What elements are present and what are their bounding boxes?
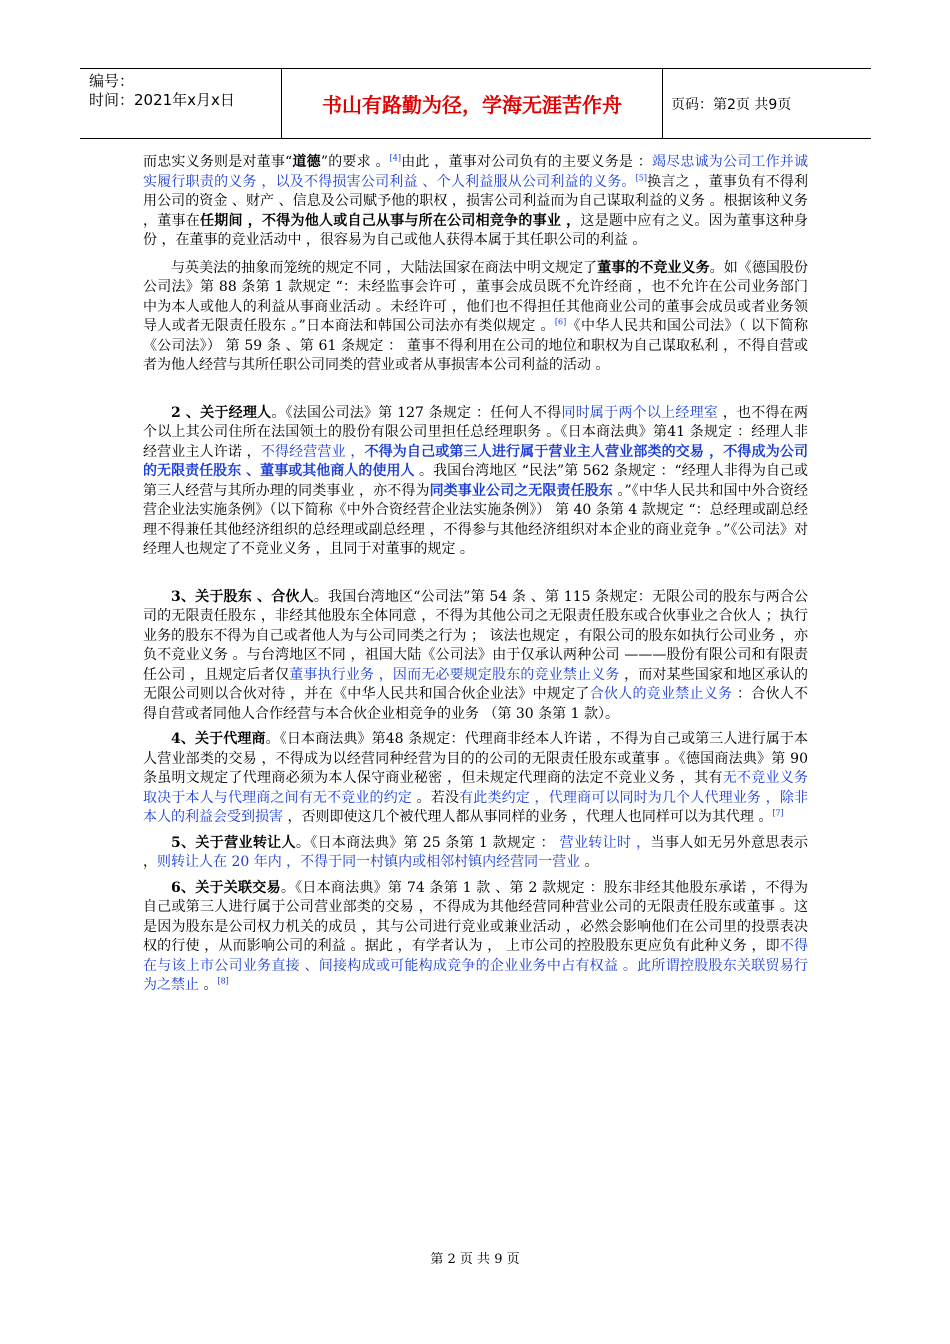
text-bold: 2 、关于经理人: [171, 404, 272, 421]
text: ：合伙人不得自营或者同他人合作经营与本合伙企业相竞争的业务 （第 30 条第 1 款）。: [143, 686, 809, 722]
document-number-label: 编号：: [89, 72, 135, 90]
text-bold: 5、关于营业转让人: [171, 834, 296, 851]
text-highlight: 则转让人在 20 年内 ，不得于同一村镇内或相邻村镇内经营同一营业: [157, 854, 581, 870]
document-body: [143, 153, 808, 996]
text-highlight: 同时属于两个以上经理室: [561, 404, 719, 421]
text: ，而对某些国家和地区承认的无限公司则以合伙对待 ，并在《中华人民共和国合伙企业法》中规定了: [143, 666, 809, 702]
text: 。《日本商法典》第 25 条第 1 款规定 ：: [295, 834, 560, 851]
text-bold: 4、关于代理商: [171, 731, 266, 747]
text: 当事人如无另外意思表示 ，: [143, 834, 808, 870]
paragraph-agents: [143, 730, 808, 828]
header-page-number: 页码：第2页 共9页: [671, 96, 792, 113]
text: 。《日本商法典》第48 条规定：代理商非经本人许诺 ，不得为自己或第三人进行属于本人营业部类的交易 ，不得成为以经营同种经营为目的的公司的无限责任股东或董事 。《德国商法典》第 90 条虽明文规定了代理商必须为本人保守商业秘密 ，但未规定代理商的法定不竞业义务 ，其有: [143, 731, 808, 786]
text-bold: 董事的不竞业义务: [597, 259, 710, 276]
text-highlight: 有此类约定 ，代理商可以同时为几个人代理业务 ，除非本人的利益会受到损害: [143, 789, 809, 825]
text: 。: [580, 854, 599, 870]
text-highlight: 不得在与该上市公司业务直接 、间接构成或可能构成竞争的企业业务中占有权益 。此所谓控股股东关联贸易行为之禁止: [143, 938, 809, 993]
paragraph-director-duty: [143, 153, 808, 251]
text-bold: 道德: [292, 154, 321, 170]
text: 。我国台湾地区“公司法”第 54 条 、第 115 条规定：无限公司的股东与两合公司的无限责任股东 ，非经其他股东全体同意 ，不得为其他公司之无限责任股东或合伙事业之合伙人 ；执行业务的股东不得为自己或者他人为与公司同类之行为 ； 该法也规定 ，有限公司的股东如执行公司业务 ，亦负不竞业义务 。与台湾地区不同 ，祖国大陆《公司法》由于仅承认两种公司 ———股份有限公司和有限责任公司 ，且规定后者仅: [143, 588, 808, 683]
text-highlight: 合伙人的竞业禁止义务: [589, 686, 733, 702]
footnote-ref[interactable]: [4]: [389, 153, 401, 163]
text: 。: [199, 977, 218, 993]
text: 由此 ，董事对公司负有的主要义务是 ：: [401, 154, 652, 170]
text: ，也不得在两个以上其公司住所在法国领土的股份有限公司里担任总经理职务 。《日本商法典》第41 条规定 ：经理人非经营业主人许诺 ，: [143, 404, 809, 460]
paragraph-continental-law: [143, 259, 808, 376]
document-time-label: 时间：2021年x月x日: [89, 91, 235, 109]
header-motto: 书山有路勤为径，学海无涯苦作舟: [282, 69, 663, 138]
text-highlight-bold: 不得为自己或第三人进行属于营业主人营业部类的交易 ，不得成为公司的无限责任股东 、董事或其他商人的使用人: [143, 443, 809, 479]
footnote-ref[interactable]: [7]: [772, 808, 784, 818]
text: 而忠实义务则是对董事“: [143, 154, 293, 170]
text: 。《法国公司法》第 127 条规定 ：任何人不得: [271, 404, 562, 421]
text-highlight: 竭尽忠诚为公司工作并诚实履行职责的义务 ，以及不得损害公司利益 、个人利益服从公司利益的义务。: [143, 154, 809, 190]
footnote-ref[interactable]: [5]: [635, 172, 647, 182]
text: ，否则即使这几个被代理人都从事同样的业务 ，代理人也同样可以为其代理 。: [283, 809, 773, 825]
text-highlight: 营业转让时 ，: [559, 834, 651, 851]
text-bold: 3、关于股东 、合伙人: [171, 588, 314, 605]
page-footer: 第 2 页 共 9 页: [430, 1252, 520, 1267]
text-highlight: 董事执行业务 ，因而无必要规定股东的竞业禁止义务: [289, 666, 620, 683]
text: 。如《德国股份公司法》第 88 条第 1 款规定 “：未经监事会许可 ，董事会成员既不允许经商 ，也不允许在公司业务部门中为本人或他人的利益从事商业活动 。未经许可 ，他们也不得担任其他商业公司的董事会成员或者业务领导人或者无限责任股东 。”日本商法和韩国公司法亦有类似规定 。: [143, 259, 808, 334]
text-highlight: 无不竞业义务取决于本人与代理商之间有无不竞业的约定: [143, 770, 809, 806]
footnote-ref[interactable]: [8]: [217, 976, 229, 986]
text-bold: 任期间 ，不得为他人或自己从事与所在公司相竞争的事业 ，: [199, 212, 581, 229]
text: 与英美法的抽象而笼统的规定不同 ，大陆法国家在商法中明文规定了: [171, 259, 598, 276]
text: 。《日本商法典》第 74 条第 1 款 、第 2 款规定 ：股东非经其他股东承诺 ，不得为自己或第三人进行属于公司营业部类的交易 ，不得成为其他经营同种营业公司的无限责任股东或董事 。这是因为股东是公司权力机关的成员 ，其与公司进行竞业或兼业活动 ，必然会影响他们在公司里的投票表决权的行使 ，从而影响公司的利益 。据此 ，有学者认为 ， 上市公司的控股股东更应负有此种义务 ，即: [143, 879, 808, 954]
text-highlight: 不得经营营业 ，: [260, 443, 365, 460]
text: 。我国台湾地区 “民法”第 562 条规定 ：“经理人非得为自己或第三人经营与其所办理的同类事业 ，亦不得为: [143, 463, 808, 499]
text: 《中华人民共和国公司法》（ 以下简称《公司法》） 第 59 条 、第 61 条规定 ： 董事不得利用在公司的地位和职权为自己谋取私利 ，不得自营或者为他人经营与其所任职公司同类的营业或者从事损害本公司利益的活动 。: [143, 318, 808, 373]
text: 。若没: [412, 789, 460, 806]
paragraph-business-transferor: [143, 834, 808, 873]
text: 换言之 ，董事负有不得利用公司的资金 、财产 、信息及公司赋予他的职权 ，损害公司利益而为自己谋取利益的义务 。根据该种义务 ，董事在: [143, 173, 808, 229]
text-bold: 6、关于关联交易: [171, 879, 281, 896]
paragraph-managers: [143, 404, 808, 560]
footnote-ref[interactable]: [6]: [554, 317, 567, 327]
page-header: [80, 68, 871, 139]
text-highlight-bold: 同类事业公司之无限责任股东: [429, 482, 613, 499]
paragraph-related-transactions: [143, 879, 808, 996]
paragraph-shareholders: [143, 588, 808, 725]
text: ”的要求 。: [320, 154, 390, 170]
text: 。”《中华人民共和国中外合资经营企业法实施条例》（以下简称《中外合资经营企业法实施条例》） 第 40 条第 4 款规定 “：总经理或副总经理不得兼任其他经济组织的总经理或副总经理 ，不得参与其他经济组织对本企业的商业竞争 。”《公司法》对经理人也规定了不竞业义务 ，且同于对董事的规定 。: [143, 482, 809, 557]
text: 这是题中应有之义。因为董事这种身份 ，在董事的竞业活动中 ，很容易为自己或他人获得本属于其任职公司的利益 。: [143, 212, 809, 248]
header-meta: [80, 69, 282, 138]
